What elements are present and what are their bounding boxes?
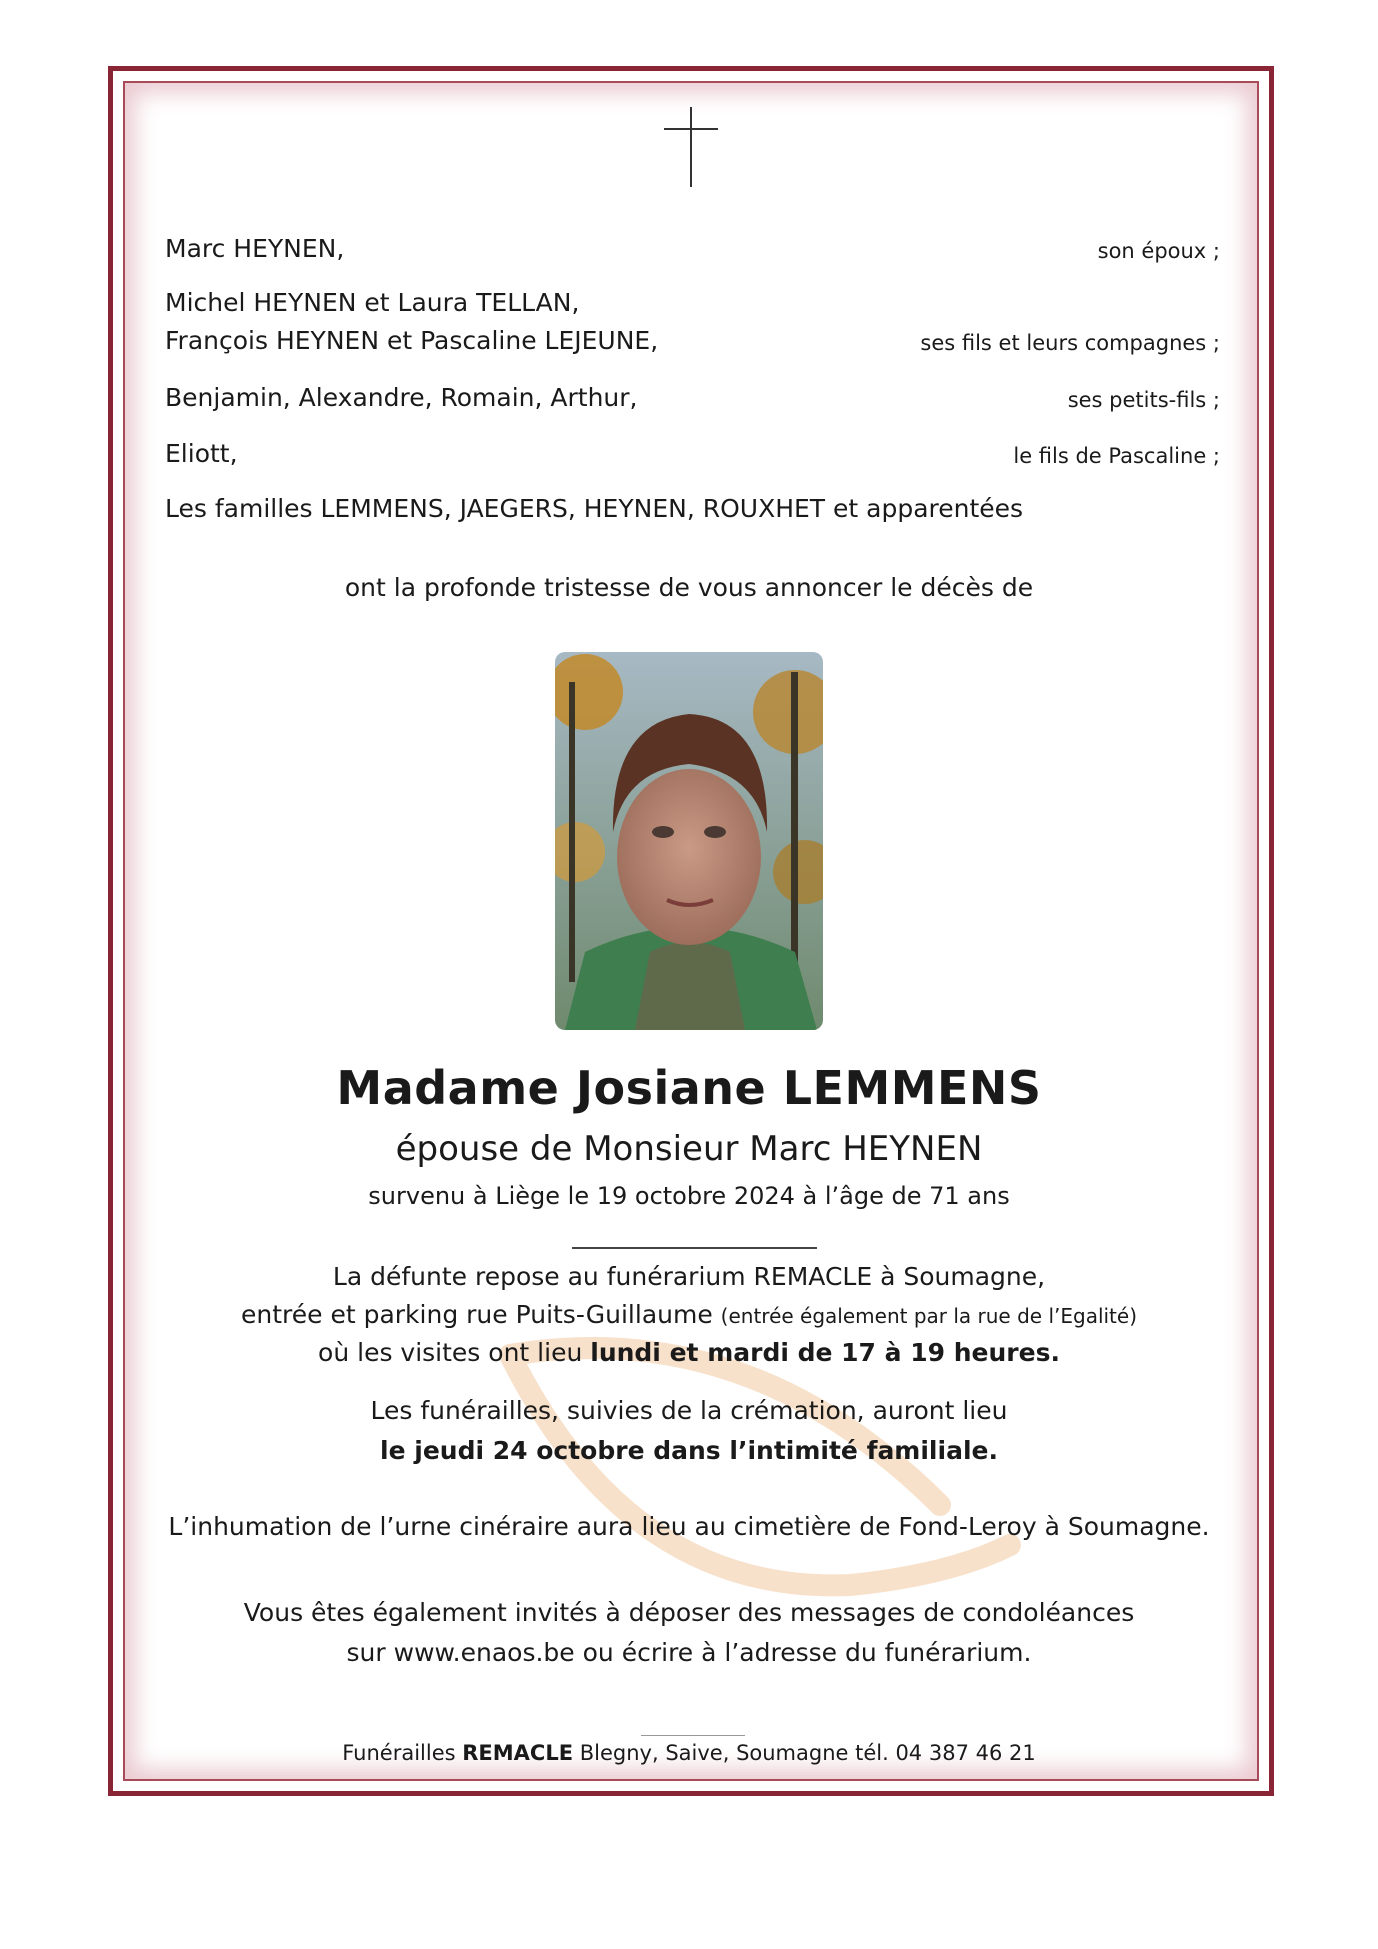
family-name: François HEYNEN et Pascaline LEJEUNE, [165, 326, 659, 355]
deceased-details: survenu à Liège le 19 octobre 2024 à l’âge de 71 ans [368, 1182, 1010, 1210]
divider [572, 1247, 817, 1249]
info-line-4: Les funérailles, suivies de la crémation, auront lieu [370, 1396, 1008, 1425]
deceased-spouse: épouse de Monsieur Marc HEYNEN [395, 1129, 983, 1169]
info-line-2-main: entrée et parking rue Puits-Guillaume [240, 1300, 721, 1329]
family-name: Eliott, [165, 439, 238, 468]
info-line-6: L’inhumation de l’urne cinéraire aura lieu au cimetière de Fond-Leroy à Soumagne. [168, 1512, 1210, 1541]
family-relation: le fils de Pascaline ; [1013, 444, 1220, 468]
family-name: Marc HEYNEN, [165, 234, 345, 263]
announcement: ont la profonde tristesse de vous annoncer le décès de [344, 573, 1034, 602]
family-name: Benjamin, Alexandre, Romain, Arthur, [165, 383, 638, 412]
info-line-8: sur www.enaos.be ou écrire à l’adresse du funérarium. [346, 1638, 1032, 1667]
visiting-hours: lundi et mardi de 17 à 19 heures. [590, 1338, 1060, 1367]
footer-pre: Funérailles [342, 1741, 463, 1765]
info-line-3-pre: où les visites ont lieu [318, 1338, 591, 1367]
family-name: Michel HEYNEN et Laura TELLAN, [165, 288, 580, 317]
info-line-1: La défunte repose au funérarium REMACLE à Soumagne, [332, 1262, 1046, 1291]
portrait-photo [555, 652, 823, 1030]
footer-divider [641, 1735, 745, 1736]
fish-watermark-icon [470, 1335, 1030, 1625]
info-line-2-note: (entrée également par la rue de l’Egalité) [720, 1304, 1138, 1328]
footer [110, 1738, 1268, 1768]
family-relation: son époux ; [1097, 239, 1220, 263]
funeral-date: le jeudi 24 octobre dans l’intimité familiale. [380, 1436, 998, 1465]
footer-post: Blegny, Saive, Soumagne tél. 04 387 46 21 [573, 1741, 1036, 1765]
footer-brand: REMACLE [462, 1741, 574, 1765]
family-relation: ses petits-fils ; [1067, 388, 1220, 412]
deceased-name: Madame Josiane LEMMENS [336, 1061, 1042, 1115]
family-name: Les familles LEMMENS, JAEGERS, HEYNEN, ROUXHET et apparentées [165, 494, 1024, 523]
info-line-7: Vous êtes également invités à déposer des messages de condoléances [243, 1598, 1135, 1627]
family-relation: ses fils et leurs compagnes ; [920, 331, 1220, 355]
info-line-3 [110, 1334, 1268, 1372]
info-line-2 [110, 1296, 1268, 1335]
